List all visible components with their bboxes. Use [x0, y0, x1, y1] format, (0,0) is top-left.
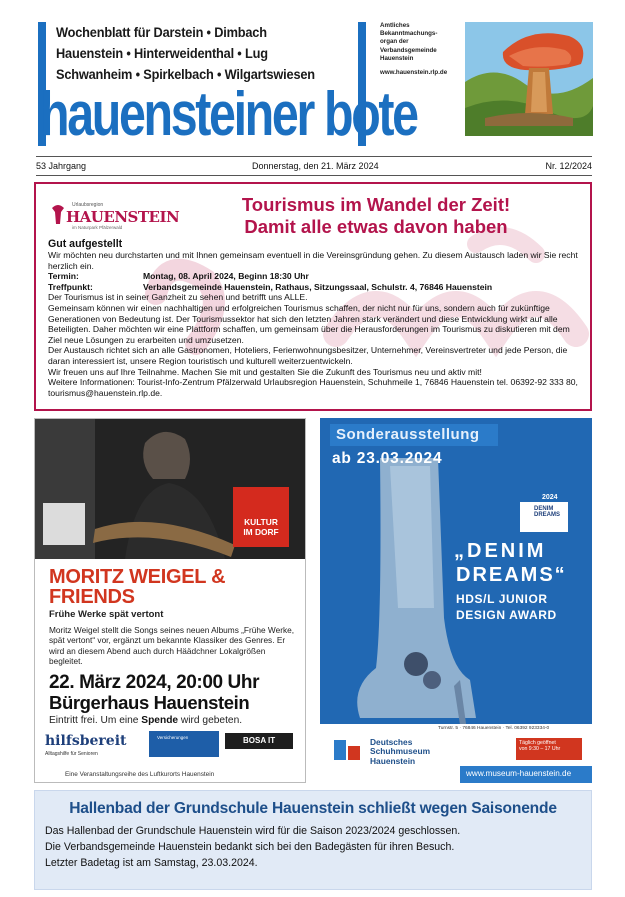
- official-line: Hauenstein: [380, 54, 414, 62]
- logo-text-line: DREAMS: [534, 512, 561, 518]
- admission-text: Eintritt frei. Um eine: [49, 715, 142, 726]
- notice-line: Die Verbandsgemeinde Hauenstein bedankt sich bei den Badegästen für ihren Besuch.: [45, 841, 455, 853]
- museum-name: [370, 738, 430, 766]
- headline-line-1: Tourismus im Wandel der Zeit!: [241, 194, 511, 215]
- museum-name-line: Hauenstein: [370, 755, 416, 766]
- issue-line: [36, 156, 592, 176]
- sponsor-hilfsbereit: hilfsbereit: [45, 733, 127, 749]
- official-line: organ der: [380, 38, 409, 46]
- logo-text: [534, 506, 560, 518]
- exhibition-poster: [320, 418, 592, 783]
- rock-logo-icon: [50, 202, 66, 226]
- notice-body: [45, 823, 581, 871]
- village-line: Hauenstein • Hinterweidenthal • Lug: [56, 46, 268, 61]
- issue-date: Donnerstag, den 21. März 2024: [252, 161, 379, 171]
- sponsor-bosa-it: BOSA IT: [225, 733, 293, 749]
- logo-subline: im Naturpark Pfälzerwald: [72, 225, 123, 230]
- museum-website[interactable]: www.museum-hauenstein.de: [460, 766, 592, 783]
- treffpunkt-value: Verbandsgemeinde Hauenstein, Rathaus, Sitzungssaal, Schulstr. 4, 76846 Hauenstein: [143, 281, 493, 292]
- village-list: [56, 22, 338, 85]
- concert-footer: Eine Veranstaltungsreihe des Luftkurorts Hauenstein: [65, 771, 215, 778]
- sponsor-strip: [45, 731, 297, 765]
- treffpunkt-row: [48, 282, 580, 293]
- opening-hours: [516, 738, 582, 760]
- concert-admission: [49, 715, 242, 726]
- exhibition-title-line-1: „DENIM: [454, 540, 547, 562]
- tourism-paragraph: Der Austausch richtet sich an alle Gastronomen, Hoteliers, Ferienwohnungsbesitzer, Unternehmer, Vereinsvertreter und jede Person, die daran interessiert ist, unsere Region touristisch und kulturell weiterzuentwickeln.: [48, 345, 568, 366]
- exhibition-title-line-2: DREAMS“: [456, 564, 567, 586]
- admission-text: wird gebeten.: [178, 715, 243, 726]
- sponsor-insurance: Versicherungen: [157, 735, 189, 740]
- notice-line: Das Hallenbad der Grundschule Hauenstein wird für die Saison 2023/2024 geschlossen.: [45, 825, 461, 837]
- logo-year: 2024: [542, 494, 558, 501]
- tourism-subhead: Gut aufgestellt: [48, 238, 123, 250]
- sponsor-hilfsbereit-sub: Alltagshilfe für Senioren: [45, 751, 98, 757]
- tourism-paragraph: Gemeinsam können wir einen nachhaltigen und erfolgreichen Tourismus schaffen, der nicht nur für uns, sondern auch für zukünftige Generationen von Bedeutung ist. Der Tourismussektor hat sich den letzten Jahren stark verändert und diese Entwicklung wirkt auf alle Beteiligten. Daher möchten wir eine Plattform schaffen, um gemeinsam über die Herausforderungen im Tourismus zu diskutieren mit dem Ziel neue Lösungen zu erarbeiten und umzusetzen.: [48, 302, 570, 345]
- museum-logo-icon: [332, 736, 362, 762]
- exhibition-date: ab 23.03.2024: [332, 450, 443, 467]
- tourism-headline: [186, 194, 566, 238]
- concert-subtitle: Frühe Werke spät vertont: [49, 609, 164, 620]
- badge-line: KULTUR: [244, 517, 278, 527]
- tourism-contact: Weitere Informationen: Tourist-Info-Zentrum Pfälzerwald Urlaubsregion Hauenstein, Schuhmeile 1, 76846 Hauenstein tel. 06392-92 333 80, tourismus@hauenstein.rlp.de.: [48, 377, 578, 398]
- concert-title-line: MORITZ WEIGEL &: [49, 566, 226, 588]
- museum-name-line: Deutsches: [370, 737, 413, 747]
- admission-bold: Spende: [141, 715, 179, 726]
- exhibition-footer: [320, 724, 592, 783]
- hours-line: Täglich geöffnet: [519, 740, 556, 746]
- issue-number: Nr. 12/2024: [545, 161, 592, 171]
- website-link[interactable]: www.hauenstein.rlp.de: [380, 69, 448, 77]
- termin-row: [48, 271, 580, 282]
- tourism-paragraph: Der Tourismus ist in seiner Ganzheit zu sehen und betrifft uns ALLE.: [48, 292, 308, 303]
- village-line: Wochenblatt für Darstein • Dimbach: [56, 25, 267, 40]
- termin-value: Montag, 08. April 2024, Beginn 18:30 Uhr: [143, 271, 309, 282]
- termin-label: Termin:: [48, 271, 79, 282]
- tourism-intro: Wir möchten neu durchstarten und mit Ihnen gemeinsam eventuell in die Vereinsgründung gehen. Zu diesem Austausch laden wir Sie recht herzlich ein.: [48, 250, 578, 271]
- notice-title: Hallenbad der Grundschule Hauenstein schließt wegen Saisonende: [69, 800, 557, 817]
- masthead: [0, 0, 625, 156]
- official-line: Bekanntmachungs-: [380, 30, 438, 38]
- museum-address: Turnstr. 5 · 76846 Hauenstein · Tel. 06392 923334-0: [438, 726, 550, 731]
- badge-line: IM DORF: [243, 527, 279, 537]
- newspaper-title: hauensteiner bote: [40, 80, 417, 149]
- museum-name-line: Schuhmuseum: [370, 746, 431, 757]
- hours-line: von 9:30 – 17 Uhr: [519, 746, 561, 753]
- concert-title-line: FRIENDS: [49, 586, 135, 608]
- logo-name: HAUENSTEIN: [66, 208, 180, 226]
- official-line: Amtliches: [380, 22, 410, 29]
- logo-region-label: Urlaubsregion: [72, 202, 104, 208]
- concert-poster: [34, 418, 306, 783]
- tourism-body: [48, 238, 580, 398]
- mushroom-rock-illustration: [465, 22, 593, 136]
- concert-description: Moritz Weigel stellt die Songs seines neuen Albums „Frühe Werke, spät vertont“ vor, ergänzt um bekannte Klassiker des Genres. Er wird an diesem Abend auch durch Häädchner Lokalgrößen begleitet.: [49, 625, 295, 667]
- tourism-article: [34, 182, 592, 411]
- concert-date: 22. März 2024, 20:00 Uhr: [49, 672, 260, 693]
- concert-venue: Bürgerhaus Hauenstein: [49, 692, 250, 713]
- concert-title: [49, 567, 225, 607]
- award-line-1: HDS/L JUNIOR: [456, 592, 548, 606]
- issue-year: 53 Jahrgang: [36, 161, 87, 171]
- village-line: Schwanheim • Spirkelbach • Wilgartswiesen: [56, 67, 315, 82]
- logo-text-line: DENIM: [534, 506, 554, 512]
- exhibition-label: Sonderausstellung: [330, 424, 498, 446]
- hallenbad-notice: [34, 790, 592, 890]
- kultur-im-dorf-badge: [233, 487, 289, 547]
- award-line-2: DESIGN AWARD: [456, 608, 557, 622]
- notice-line: Letzter Badetag ist am Samstag, 23.03.2024.: [45, 857, 258, 869]
- tourism-paragraph: Wir freuen uns auf Ihre Teilnahme. Machen Sie mit und gestalten Sie die Zukunft des Tourismus neu und aktiv mit!: [48, 366, 482, 377]
- headline-line-2: Damit alle etwas davon haben: [244, 216, 508, 237]
- official-organ-note: [380, 22, 460, 77]
- official-line: Verbandsgemeinde: [380, 46, 437, 54]
- tourism-logo: [50, 200, 180, 228]
- treffpunkt-label: Treffpunkt:: [48, 281, 93, 292]
